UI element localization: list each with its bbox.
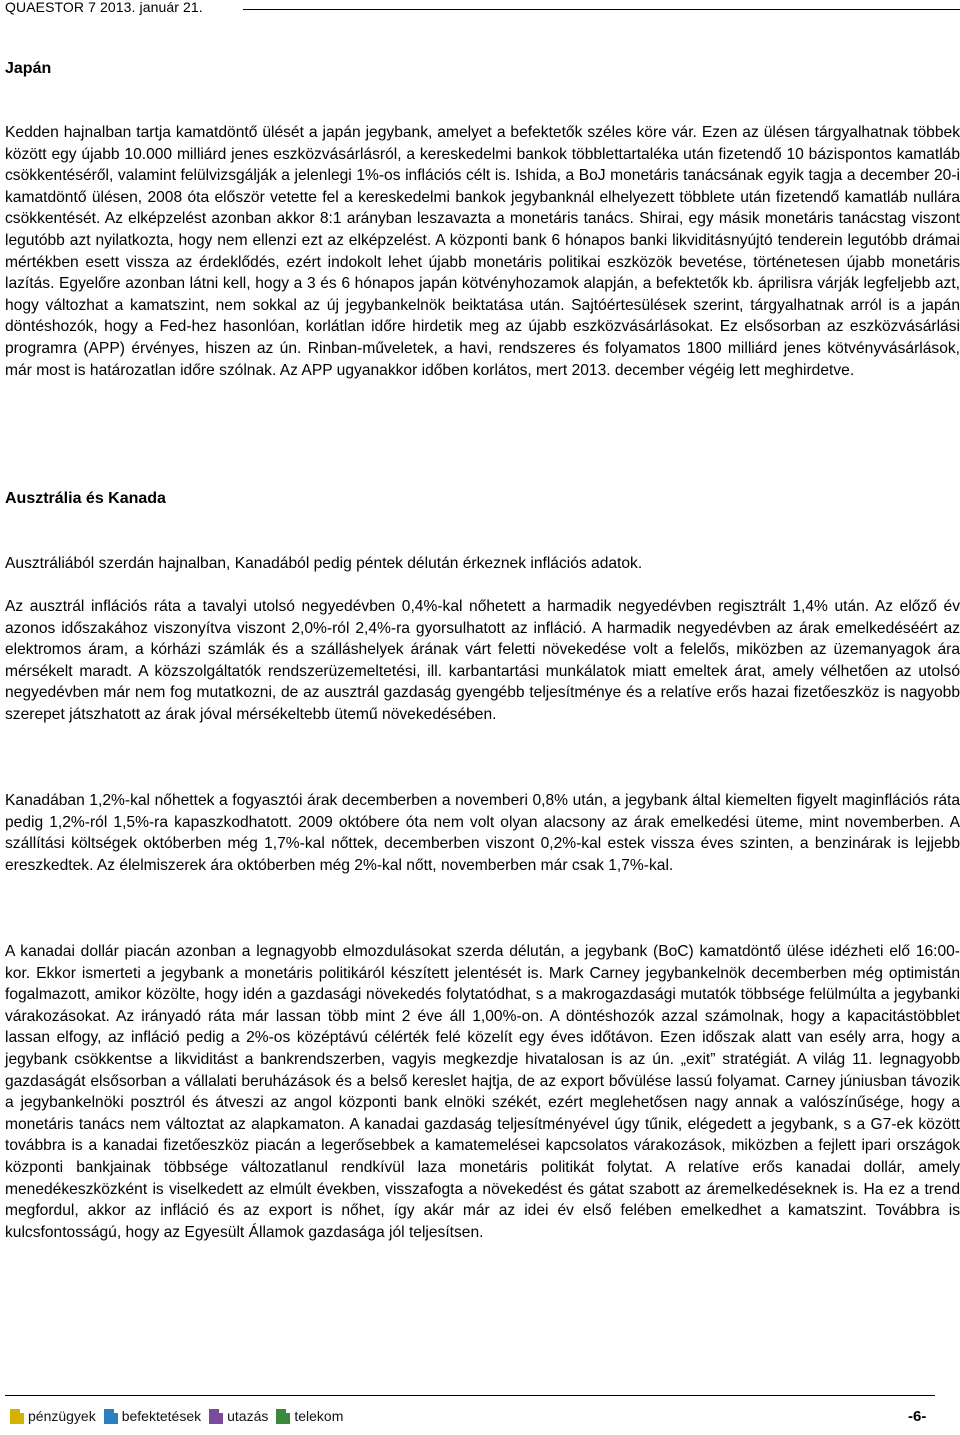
paragraph-canada-inflation: Kanadában 1,2%-kal nőhettek a fogyasztói árak decemberben a novemberi 0,8% után, a jegybank által kiemelten figyelt maginflációs ráta pedig 1,2%-ról 1,5%-ra kapaszkodhatott. 2009 októbere óta nem volt olyan alacsony az árak emelkedési üteme, mint novemberben. A szállítási költségek októberben még 1,7%-kal nőttek, decemberben viszont 0,2%-kal estek vissza éves szinten, a benzinárak is lejjebb ereszkedtek. Az élelmiszerek ára októberben még 2%-kal nőtt, novemberben már csak 1,7%-kal. bbox=[5, 792, 960, 874]
paragraph-australia-intro: Ausztráliából szerdán hajnalban, Kanadából pedig péntek délután érkeznek inflációs adatok. bbox=[5, 555, 643, 572]
square-icon bbox=[104, 1409, 118, 1424]
paragraph-australia-inflation: Az ausztrál inflációs ráta a tavalyi utolsó negyedévben 0,4%-kal nőhetett a harmadik negyedévben regisztrált 1,4% után. Az előző év azonos időszakához viszonyítva viszont 2,0%-ról 2,4%-ra gyorsulhatott az infláció. A harmadik negyedévben az árak emelkedéséért az elektromos áram, a kórházi számlák és a szálláshelyek árának várt feletti növekedése volt a felelős, miközben az üzemanyagok ára mérsékelt maradt. A közszolgáltatók rendszerüzemeltetési, ill. karbantartási munkálatok miatt emeltek árat, amely vélhetően az utolsó negyedévben már nem fog mutatkozni, de az ausztrál gazdaság gyengébb teljesítménye és a relatíve erős hazai fizetőeszköz is nagyobb szerepet játszhatott az árak jóval mérsékeltebb ütemű növekedésében. bbox=[5, 598, 960, 723]
slogan-item: utazás bbox=[227, 1408, 269, 1424]
section-heading-japan: Japán bbox=[5, 60, 52, 77]
section-heading-australia-canada: Ausztrália és Kanada bbox=[5, 490, 166, 507]
slogan-item: telekom bbox=[294, 1408, 344, 1424]
footer-slogan bbox=[10, 1405, 343, 1427]
page-number: -6- bbox=[908, 1408, 927, 1425]
slogan-item: befektetések bbox=[121, 1408, 202, 1424]
square-icon bbox=[10, 1409, 24, 1424]
square-icon bbox=[209, 1409, 223, 1424]
square-icon bbox=[276, 1409, 290, 1424]
paragraph-japan: Kedden hajnalban tartja kamatdöntő ülését a japán jegybank, amelyet a befektetők széles köre vár. Ezen az ülésen tárgyalhatnak többek között egy újabb 10.000 milliárd jenes eszközvásárlásról, a kereskedelmi bankok többlettartaléka után fizetendő 10 bázispontos kamatláb csökkentéséről, valamint felülvizsgálják a jelenlegi 1%-os inflációs célt is. Ishida, a BoJ monetáris tanácsának egyik tagja a december 20-i kamatdöntő ülésen, 2008 óta először vetette fel a kereskedelmi bankok jegybanknál elhelyezett többlete után fizetendő kamatláb nullára csökkentését. Az elképzelést azonban akkor 8:1 arányban leszavazta a monetáris tanács. Shirai, egy másik monetáris tanácstag viszont legutóbb azt nyilatkozta, hogy nem ellenzi ezt az elképzelést. A központi bank 6 hónapos banki likviditásnyújtó tenderein legutóbb drámai mértékben esett vissza az érdeklődés, ezért indokolt lehet újabb monetáris politikai eszközök bevetése, történetesen újabb monetáris lazítás. Egyelőre azonban látni kell, hogy a 3 és 6 hónapos japán kötvényhozamok alapján, a befektetők kb. áprilisra várják legfeljebb azt, hogy változhat a kamatszint, nem sokkal az új jegybankelnök beiktatása után. Sajtóértesülések szerint, tárgyalhatnak arról is a japán döntéshozók, hogy a Fed-hez hasonlóan, korlátlan időre hirdetik meg az újabb eszközvásárlásokat. Ez elsősorban az eszközvásárlási programra (APP) érvényes, hiszen az ún. Rinban-műveletek, a havi, rendszeres és folyamatos 1800 milliárd jenes kötvényvásárlások, már most is határozatlan időre szólnak. Az APP ugyanakkor időben korlátos, mert 2013. december végéig lett meghirdetve. bbox=[5, 124, 960, 379]
page-header bbox=[5, 0, 960, 24]
slogan-item: pénzügyek bbox=[28, 1408, 96, 1424]
header-rule bbox=[243, 9, 960, 10]
paragraph-canada-boc: A kanadai dollár piacán azonban a legnagyobb elmozdulásokat szerda délután, a jegybank (BoC) kamatdöntő ülése idézheti elő 16:00-kor. Ekkor ismerteti a jegybank a monetáris politikáról készített jelentését is. Mark Carney jegybankelnök decemberben még optimistán fogalmazott, amikor közölte, hogy idén a gazdasági növekedés folytatódhat, s a makrogazdasági mutatók többsége felülmúlta a jegybanki várakozásokat. Az irányadó ráta már lassan több mint 2 éve áll 1,00%-on. A döntéshozók azzal számolnak, hogy a kapacitástöbblet lassan elfogy, az infláció pedig a 2%-os középtávú célérték felé közelít egy éves időtávon. Ezen időszak alatt van esély arra, hogy a jegybank csökkentse a likviditást a bankrendszerben, vagyis megkezdje hivatalosan is az ún. „exit” stratégiát. A világ 11. legnagyobb gazdaságát elsősorban a vállalati beruházások és a belső kereslet hajtja, de az export bővülése lassú folyamat. Carney júniusban távozik a jegybankelnöki posztról és átveszi az angol központi bank elnöki székét, ezért meglehetősen nagy annak a valószínűsége, hogy a monetáris tanács nem változtat az alapkamaton. A kanadai gazdaság teljesítményével úgy tűnik, elégedett a jegybank, s a G7-ek között továbbra is a kanadai fizetőeszköz piacán a legerősebbek a kamatemelései kapcsolatos várakozások, miközben a fejlett ipari országok központi bankjainak többsége változatlanul rendkívül laza monetáris politikát folytat. A relatíve erős kanadai dollár, amely menedékeszközként is viselkedett az elmúlt években, visszafogta a növekedést és gátat szabott az áremelkedéseknek is. Ha ez a trend megfordul, akkor az infláció és az export is nőhet, így akár már az idei év első felében emelkedhet a kamatszint. Továbbra is kulcsfontosságú, hogy az Egyesült Államok gazdasága jól teljesítsen. bbox=[5, 943, 960, 1241]
header-title: QUAESTOR 7 2013. január 21. bbox=[5, 0, 203, 15]
footer-rule bbox=[5, 1395, 935, 1396]
